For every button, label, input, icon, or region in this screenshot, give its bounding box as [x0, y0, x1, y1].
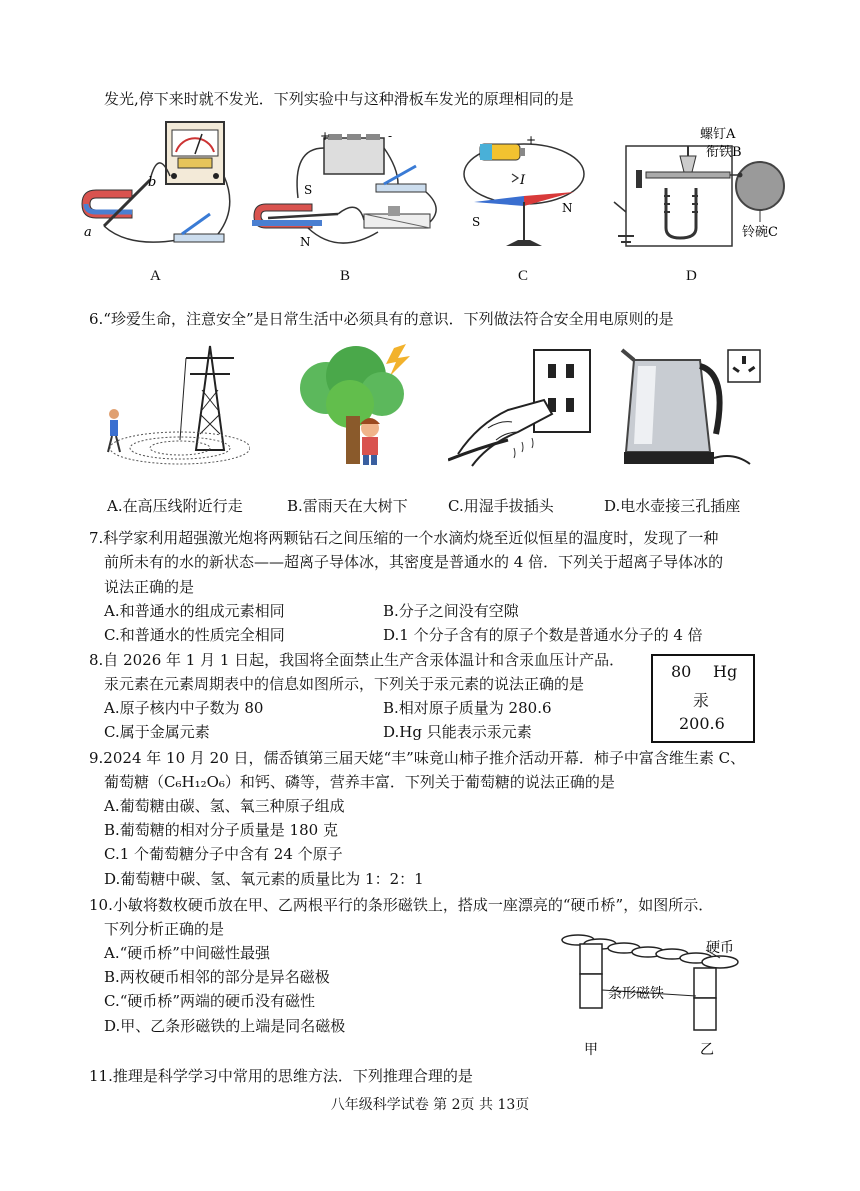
q7-option-d: D.1 个分子含有的原子个数是普通水分子的 4 倍: [383, 626, 703, 644]
q10-coin-bridge-figure: [556, 928, 766, 1060]
q9-option-c: C.1 个葡萄糖分子中含有 24 个原子: [104, 845, 343, 863]
svg-text:+: +: [526, 133, 537, 147]
q8-line2: 汞元素在元素周期表中的信息如图所示，下列关于汞元素的说法正确的是: [104, 675, 585, 693]
q6-option-d: D.电水壶接三孔插座: [604, 497, 741, 515]
q5-figure-d: [600, 124, 790, 262]
q11-stem: 11.推理是科学学习中常用的思维方法．下列推理合理的是: [89, 1067, 473, 1085]
q6-option-b: B.雷雨天在大树下: [287, 497, 408, 515]
kettle-icon: [622, 350, 720, 464]
q6-option-c: C.用湿手拔插头: [448, 497, 554, 515]
conductor-ab: [104, 180, 150, 226]
svg-text:I: I: [520, 173, 526, 188]
q10-line1: 10.小敏将数枚硬币放在甲、乙两根平行的条形磁铁上，搭成一座漂亮的“硬币桥”，如图所示．: [89, 896, 714, 914]
q5-label-b: B: [340, 268, 351, 284]
q5-figure-a: [78, 118, 238, 258]
rheostat-icon: [364, 206, 430, 228]
magnet-yi-icon: [694, 968, 716, 1030]
label-n: N: [562, 201, 573, 215]
q5-label-a: A: [150, 268, 161, 284]
svg-text:-: -: [388, 129, 393, 143]
bell-bowl-icon: [736, 162, 784, 210]
element-name: 汞: [693, 691, 710, 710]
q5-label-d: D: [686, 268, 697, 284]
q5-figure-b: [248, 128, 448, 256]
q10-option-b: B.两枚硬币相邻的部分是异名磁极: [104, 968, 330, 986]
q7-line2: 前所未有的水的新状态——超离子导体冰，其密度是普通水的 4 倍．下列关于超离子导体冰的: [104, 553, 724, 571]
q10-option-d: D.甲、乙条形磁铁的上端是同名磁极: [104, 1017, 346, 1035]
atomic-number: 80: [671, 662, 692, 681]
tree-icon: [300, 346, 404, 464]
label-n: N: [300, 235, 311, 249]
q9-option-b: B.葡萄糖的相对分子质量是 180 克: [104, 821, 338, 839]
element-symbol: Hg: [713, 662, 738, 681]
label-a: a: [84, 225, 92, 240]
switch-icon: [614, 202, 626, 212]
q7-option-b: B.分子之间没有空隙: [383, 602, 519, 620]
label-jia: 甲: [584, 1042, 598, 1058]
element-card-mercury: [651, 654, 755, 743]
galvanometer-icon: [166, 122, 224, 184]
page-footer: 八年级科学试卷 第 2页 共 13页: [330, 1097, 530, 1113]
q8-line1: 8.自 2026 年 1 月 1 日起，我国将全面禁止生产含汞体温计和含汞血压计产品．: [89, 651, 625, 669]
q5-label-c: C: [518, 268, 529, 284]
q6-option-a: A.在高压线附近行走: [107, 497, 243, 515]
compass-needle-icon: [474, 192, 574, 246]
q8-option-c: C.属于金属元素: [104, 723, 210, 741]
q6-figure-c: [448, 344, 598, 468]
q5-stem-tail: 发光,停下来时就不发光．下列实验中与这种滑板车发光的原理相同的是: [104, 90, 574, 108]
three-hole-socket-icon: [728, 350, 760, 382]
atomic-mass: 200.6: [679, 714, 725, 733]
q9-option-a: A.葡萄糖由碳、氢、氧三种原子组成: [104, 797, 345, 815]
label-armature: 衔铁B: [706, 145, 742, 160]
q10-line2: 下列分析正确的是: [104, 920, 225, 938]
label-coin: 硬币: [706, 940, 734, 956]
q7-option-c: C.和普通水的性质完全相同: [104, 626, 285, 644]
battery-icon: [324, 134, 384, 174]
q5-figure-c: [458, 130, 592, 256]
q9-line1: 9.2024 年 10 月 20 日，儒岙镇第三届天姥“丰”味竟山柿子推介活动开幕．柿子中富含维生素 C、: [89, 749, 746, 767]
label-b: b: [148, 175, 157, 190]
label-s: S: [304, 183, 313, 197]
q7-option-a: A.和普通水的组成元素相同: [104, 602, 285, 620]
person-icon: [108, 409, 120, 452]
svg-text:+: +: [320, 129, 331, 143]
label-bowl: 铃碗C: [742, 225, 778, 240]
label-screw: 螺钉A: [700, 127, 736, 142]
transmission-tower-icon: [180, 346, 234, 450]
lightning-icon: [386, 344, 410, 376]
label-s: S: [472, 215, 481, 229]
q8-option-a: A.原子核内中子数为 80: [104, 699, 264, 717]
magnet-jia-icon: [580, 944, 602, 1008]
battery-icon: [480, 144, 525, 160]
q6-stem: 6.“珍爱生命，注意安全”是日常生活中必须具有的意识．下列做法符合安全用电原则的是: [89, 310, 674, 328]
q6-figure-d: [616, 344, 766, 472]
switch-icon: [174, 214, 224, 242]
q7-line1: 7.科学家利用超强激光炮将两颗钻石之间压缩的一个水滴灼烧至近似恒星的温度时，发现了一种: [89, 529, 719, 547]
child-icon: [360, 418, 380, 465]
q7-line3: 说法正确的是: [104, 578, 195, 596]
q8-option-d: D.Hg 只能表示汞元素: [383, 723, 532, 741]
q8-option-b: B.相对原子质量为 280.6: [383, 699, 552, 717]
label-yi: 乙: [700, 1042, 714, 1058]
q6-figure-a: [100, 340, 250, 468]
q9-option-d: D.葡萄糖中碳、氢、氧元素的质量比为 1：2：1: [104, 870, 424, 888]
q6-figure-b: [290, 340, 420, 468]
q10-option-c: C.“硬币桥”两端的硬币没有磁性: [104, 992, 316, 1010]
q10-option-a: A.“硬币桥”中间磁性最强: [104, 944, 270, 962]
q9-line2: 葡萄糖（C₆H₁₂O₆）和钙、磷等，营养丰富．下列关于葡萄糖的说法正确的是: [104, 773, 615, 791]
label-magnet: 条形磁铁: [608, 986, 664, 1002]
